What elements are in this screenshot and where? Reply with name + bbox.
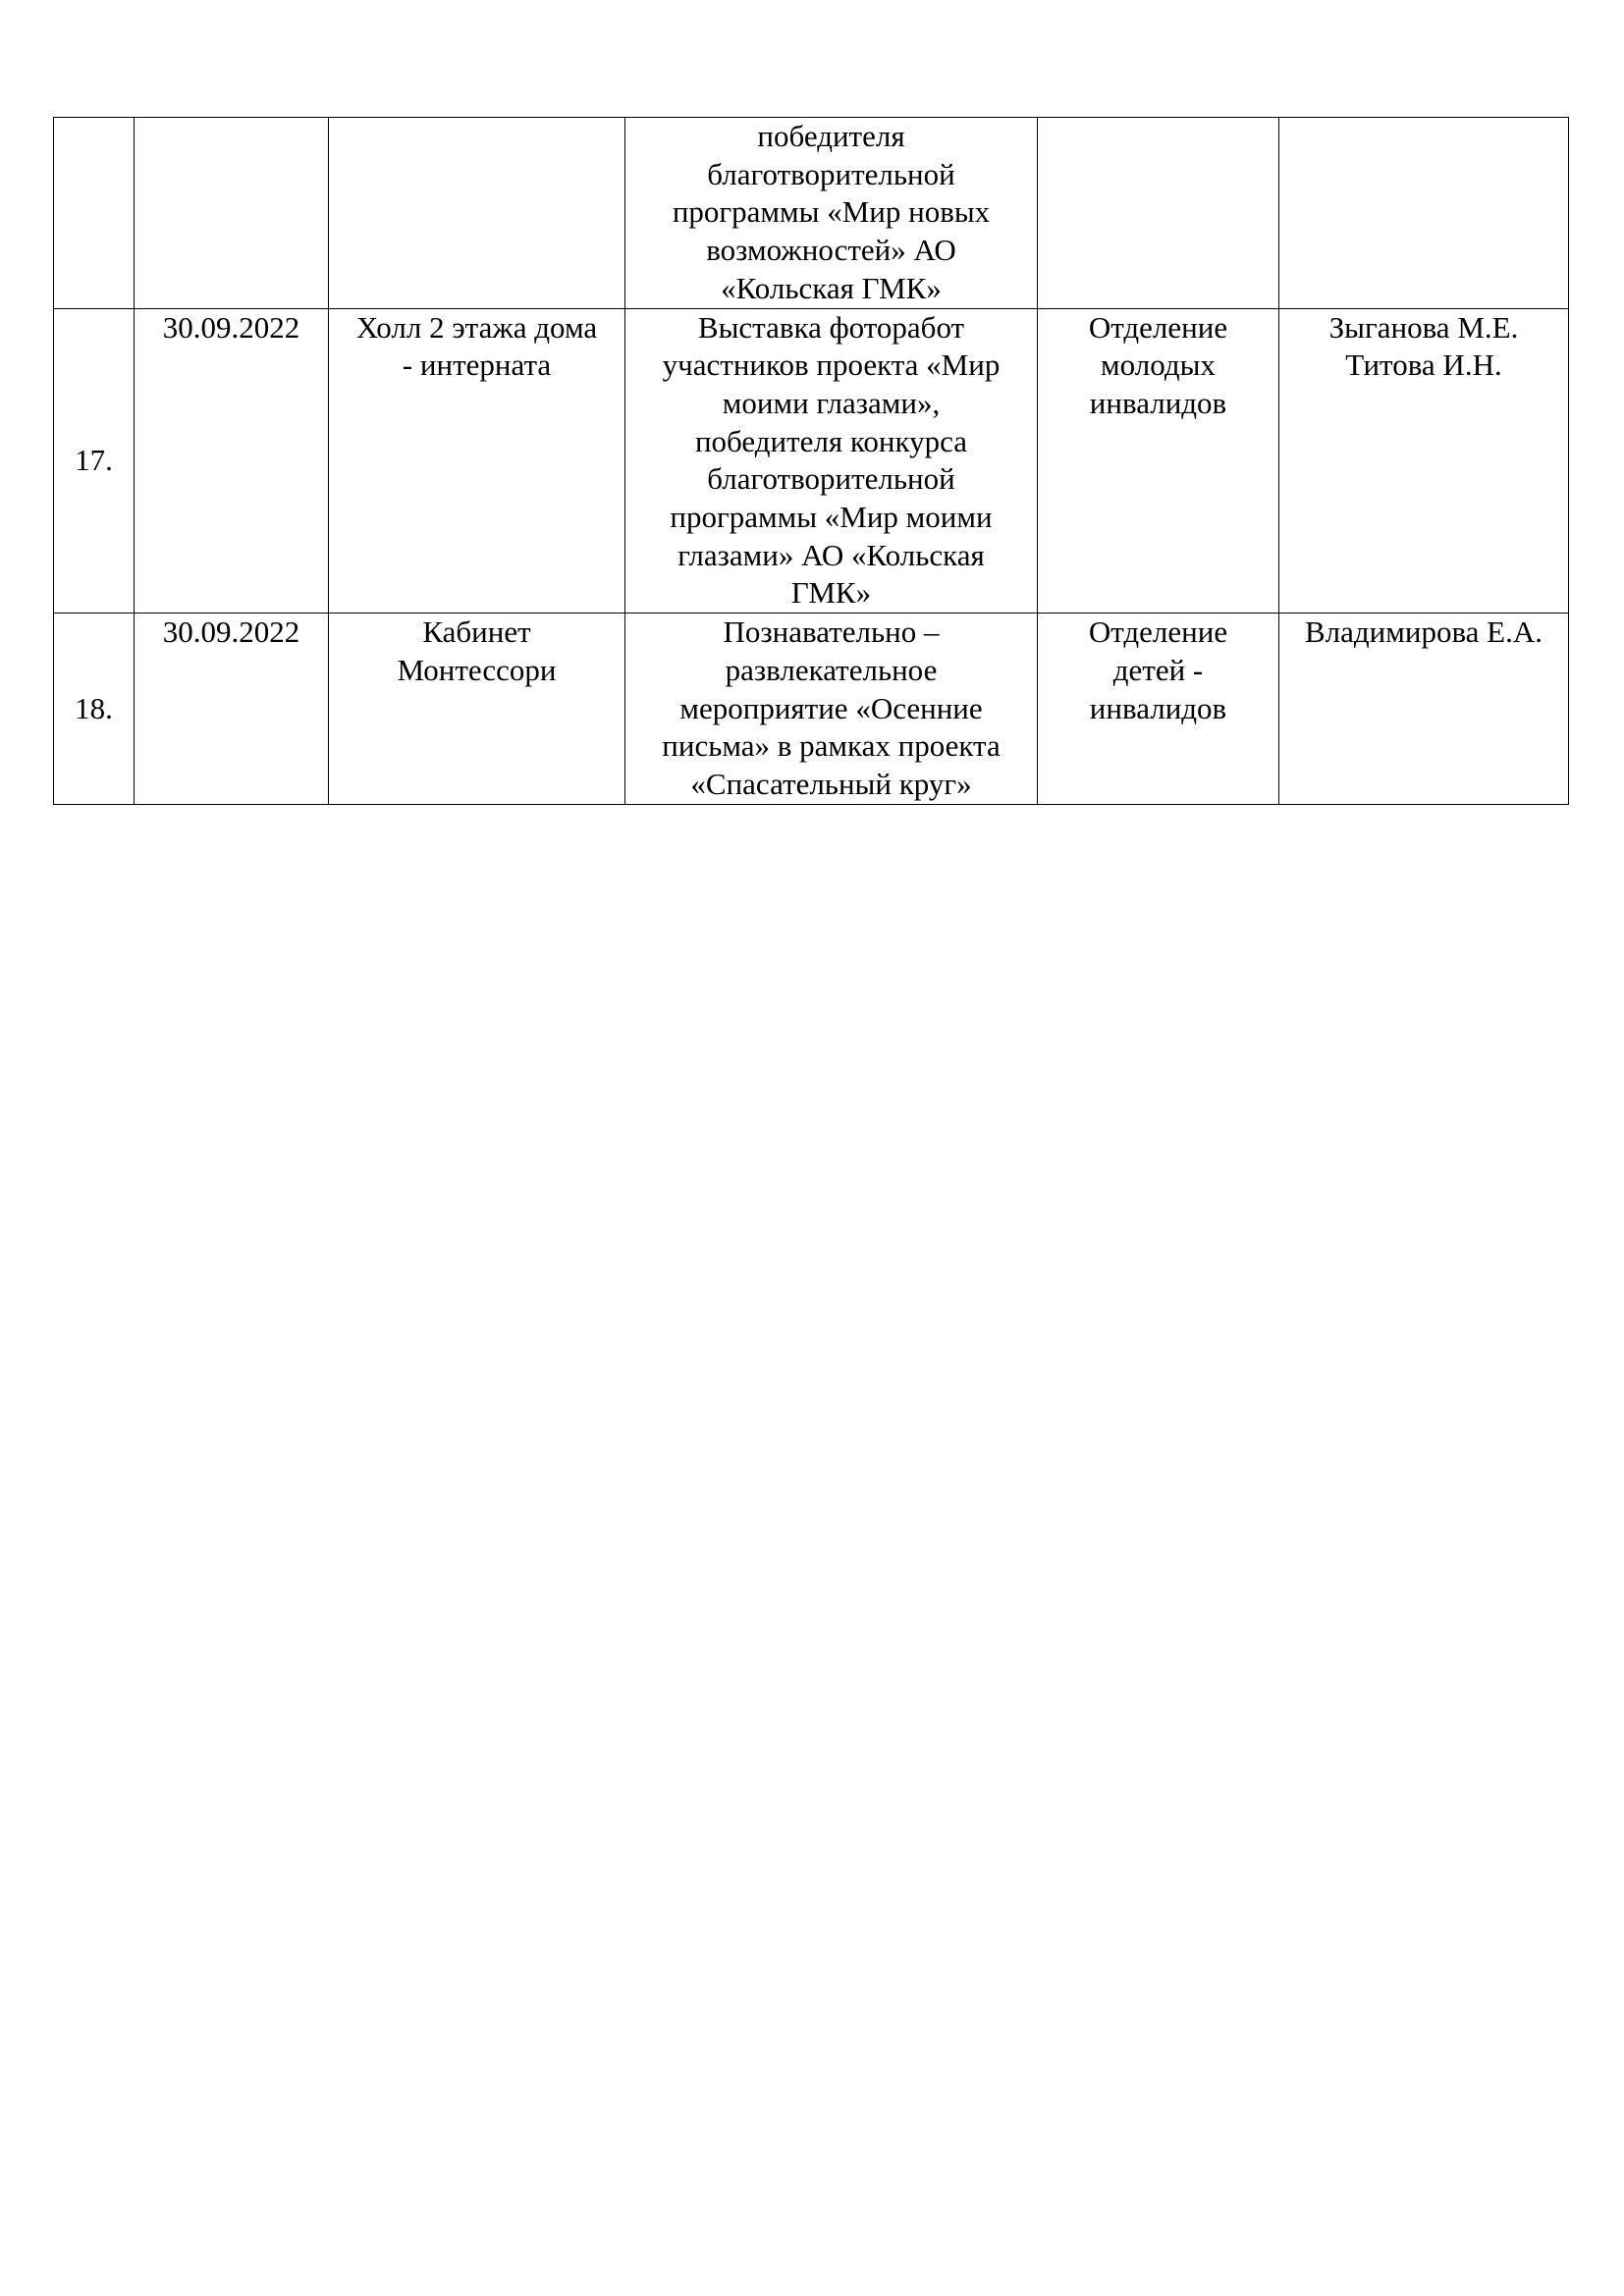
- row-number-cell: [54, 118, 135, 309]
- responsible-line: Владимирова Е.А.: [1304, 614, 1543, 650]
- event-line: победителя: [757, 119, 905, 153]
- event-line: «Кольская ГМК»: [721, 270, 942, 305]
- responsible-cell: [1279, 118, 1569, 309]
- department-line: молодых: [1101, 347, 1216, 383]
- table-row: [54, 118, 1569, 309]
- event-cell: [625, 308, 1038, 614]
- event-line: участников проекта «Мир: [662, 347, 1001, 383]
- responsible-line: Зыганова М.Е.: [1328, 309, 1519, 345]
- department-line: Отделение: [1088, 614, 1228, 650]
- event-line: победителя конкурса: [694, 423, 968, 458]
- department-cell: [1038, 118, 1279, 309]
- row-number: 18.: [75, 690, 113, 725]
- event-line: письма» в рамках проекта: [662, 728, 1001, 764]
- department-line: инвалидов: [1089, 690, 1227, 725]
- department-line: детей -: [1112, 652, 1204, 687]
- event-line: глазами» АО «Кольская: [677, 537, 985, 572]
- event-line: Выставка фоторабот: [697, 309, 965, 345]
- date-cell: [135, 308, 329, 614]
- event-line: программы «Мир новых: [672, 194, 991, 230]
- event-cell: [625, 614, 1038, 805]
- location-cell: [329, 118, 625, 309]
- event-line: моими глазами»,: [722, 385, 941, 420]
- date-cell: [135, 614, 329, 805]
- event-line: благотворительной: [707, 461, 955, 497]
- event-date: 30.09.2022: [162, 309, 300, 345]
- event-cell: [625, 118, 1038, 309]
- department-cell: [1038, 614, 1279, 805]
- responsible-cell: [1279, 614, 1569, 805]
- date-cell: [135, 118, 329, 309]
- event-date: 30.09.2022: [162, 614, 300, 650]
- responsible-cell: [1279, 308, 1569, 614]
- location-cell: [329, 308, 625, 614]
- events-table: [53, 117, 1569, 805]
- event-line: «Спасательный круг»: [690, 766, 972, 801]
- responsible-line: Титова И.Н.: [1345, 347, 1502, 383]
- table-row: [54, 614, 1569, 805]
- row-number-cell: [54, 308, 135, 614]
- event-line: мероприятие «Осенние: [679, 690, 983, 725]
- location-line: Холл 2 этажа дома: [355, 309, 598, 345]
- event-line: благотворительной: [707, 156, 955, 191]
- table-row: [54, 308, 1569, 614]
- department-cell: [1038, 308, 1279, 614]
- location-line: Кабинет: [422, 614, 531, 650]
- department-line: инвалидов: [1089, 385, 1227, 420]
- event-line: программы «Мир моими: [670, 500, 993, 535]
- event-line: развлекательное: [725, 652, 938, 687]
- location-line: Монтессори: [397, 652, 557, 687]
- event-line: Познавательно –: [723, 614, 940, 650]
- event-line: ГМК»: [790, 575, 872, 611]
- department-line: Отделение: [1088, 309, 1228, 345]
- row-number: 17.: [75, 442, 113, 477]
- location-line: - интерната: [402, 347, 552, 383]
- location-cell: [329, 614, 625, 805]
- row-number-cell: [54, 614, 135, 805]
- event-line: возможностей» АО: [706, 233, 956, 268]
